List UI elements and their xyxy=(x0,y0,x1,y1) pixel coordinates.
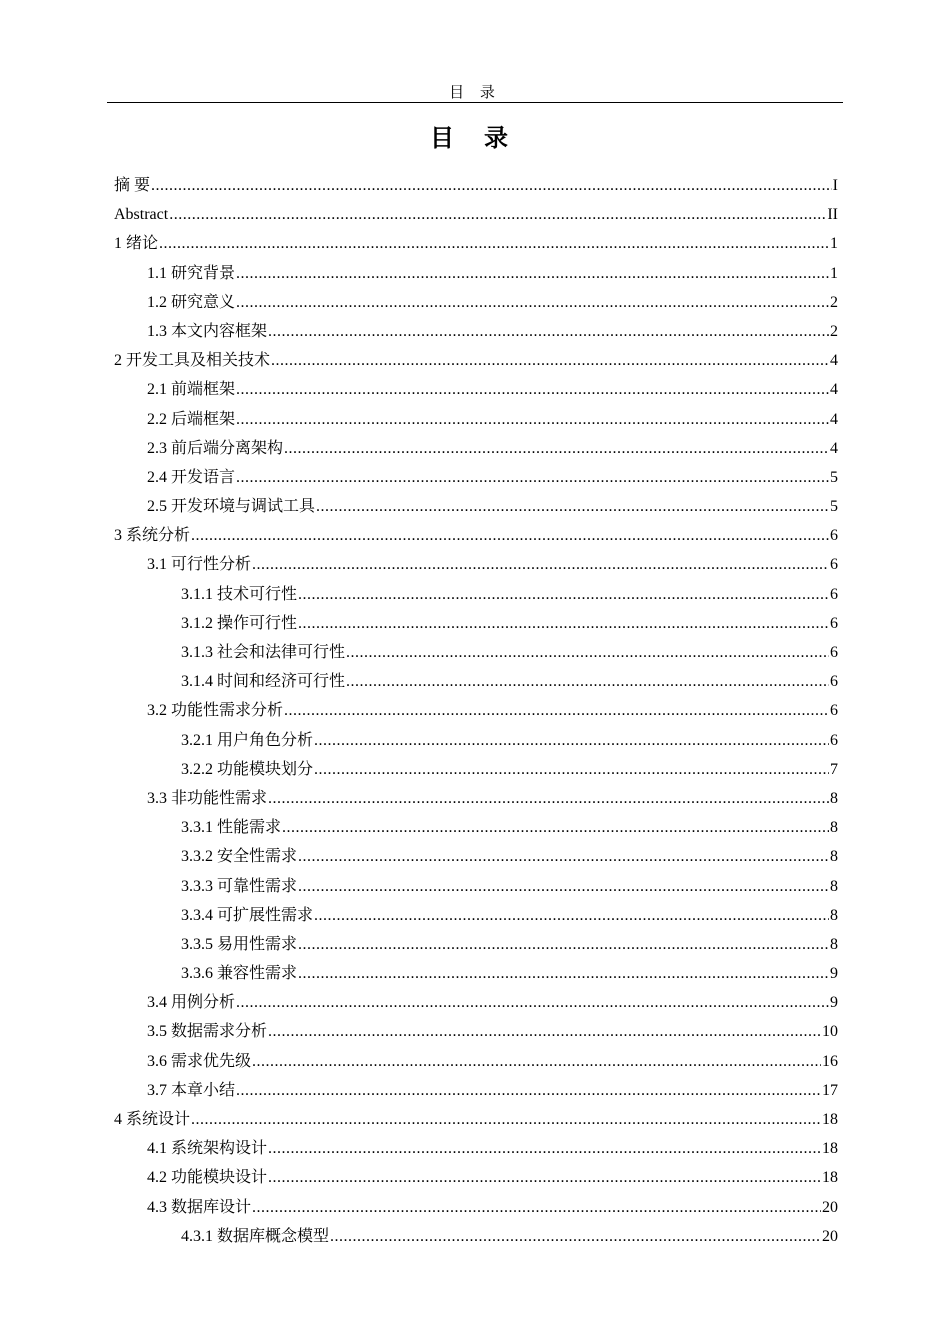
toc-entry[interactable] xyxy=(114,1222,838,1251)
toc-entry-page-number: 4 xyxy=(830,352,838,370)
toc-entry[interactable] xyxy=(114,755,838,784)
toc-entry-page-number: 6 xyxy=(830,527,838,545)
toc-dot-leader xyxy=(236,375,829,404)
toc-entry-page-number: 4 xyxy=(830,410,838,428)
toc-entry-label: 4 系统设计 xyxy=(114,1111,191,1128)
toc-dot-leader xyxy=(236,405,829,434)
toc-dot-leader xyxy=(268,784,829,813)
toc-dot-leader xyxy=(268,1134,821,1163)
toc-entry-label: 2.3 前后端分离架构 xyxy=(147,439,284,457)
toc-entry-page-number: 8 xyxy=(830,935,838,953)
toc-dot-leader xyxy=(298,872,829,901)
toc-entry-page-number: 18 xyxy=(822,1140,838,1158)
toc-entry[interactable] xyxy=(114,901,838,930)
toc-dot-leader xyxy=(298,930,829,959)
toc-dot-leader xyxy=(271,346,829,375)
toc-dot-leader xyxy=(330,1222,821,1251)
toc-dot-leader xyxy=(191,1105,821,1134)
toc-entry-page-number: 9 xyxy=(830,965,838,983)
toc-entry-label: Abstract xyxy=(114,206,169,224)
toc-entry[interactable] xyxy=(114,1076,838,1105)
toc-entry-page-number: 1 xyxy=(830,235,838,253)
toc-dot-leader xyxy=(252,1047,821,1076)
toc-dot-leader xyxy=(284,696,829,725)
toc-entry-page-number: 1 xyxy=(830,264,838,282)
toc-dot-leader xyxy=(191,521,829,550)
toc-entry-label: 2.4 开发语言 xyxy=(147,468,236,486)
toc-entry-page-number: 6 xyxy=(830,644,838,661)
toc-entry-label: 4.2 功能模块设计 xyxy=(147,1169,268,1187)
toc-entry-page-number: 5 xyxy=(830,498,838,516)
toc-entry[interactable] xyxy=(114,288,838,317)
toc-entry-page-number: II xyxy=(827,206,838,224)
toc-dot-leader xyxy=(298,842,829,871)
toc-entry-label: 3.1.2 操作可行性 xyxy=(181,614,298,632)
toc-entry[interactable] xyxy=(114,726,838,755)
toc-dot-leader xyxy=(314,726,829,755)
toc-entry-label: 3.2 功能性需求分析 xyxy=(147,702,284,720)
toc-entry[interactable] xyxy=(114,842,838,871)
toc-entry-page-number: 16 xyxy=(822,1052,838,1070)
toc-entry-page-number: 20 xyxy=(822,1198,838,1216)
toc-entry-page-number: 18 xyxy=(822,1111,838,1128)
toc-entry[interactable] xyxy=(114,405,838,434)
toc-dot-leader xyxy=(151,171,832,200)
toc-dot-leader xyxy=(298,580,829,609)
toc-entry[interactable] xyxy=(114,346,838,375)
toc-dot-leader xyxy=(316,492,829,521)
toc-entry-page-number: 4 xyxy=(830,381,838,399)
toc-entry-label: 3.3.1 性能需求 xyxy=(181,819,282,837)
toc-entry-label: 3.3.5 易用性需求 xyxy=(181,935,298,953)
toc-entry[interactable] xyxy=(114,1163,838,1192)
toc-entry[interactable] xyxy=(114,1134,838,1163)
toc-entry-page-number: 2 xyxy=(830,322,838,340)
toc-entry[interactable] xyxy=(114,638,838,667)
toc-entry-page-number: 6 xyxy=(830,585,838,603)
toc-entry-label: 3.2.2 功能模块划分 xyxy=(181,760,314,778)
toc-entry[interactable] xyxy=(114,784,838,813)
toc-entry[interactable] xyxy=(114,667,838,696)
toc-entry[interactable] xyxy=(114,813,838,842)
toc-dot-leader xyxy=(236,463,829,492)
toc-entry[interactable] xyxy=(114,317,838,346)
toc-entry[interactable] xyxy=(114,171,838,200)
toc-entry-page-number: 8 xyxy=(830,789,838,807)
toc-entry-page-number: I xyxy=(832,177,838,194)
toc-entry[interactable] xyxy=(114,463,838,492)
running-header: 目 录 xyxy=(449,85,501,101)
toc-entry[interactable] xyxy=(114,200,838,229)
toc-entry[interactable] xyxy=(114,521,838,550)
toc-dot-leader xyxy=(346,638,829,667)
toc-dot-leader xyxy=(314,901,829,930)
toc-entry[interactable] xyxy=(114,580,838,609)
toc-entry-label: 1.2 研究意义 xyxy=(147,293,236,311)
header-rule xyxy=(107,102,843,103)
toc-entry-page-number: 6 xyxy=(830,702,838,720)
toc-entry-label: 3.1.3 社会和法律可行性 xyxy=(181,644,346,661)
toc-entry[interactable] xyxy=(114,259,838,288)
toc-dot-leader xyxy=(268,1163,821,1192)
toc-entry[interactable] xyxy=(114,434,838,463)
toc-dot-leader xyxy=(169,200,826,229)
toc-dot-leader xyxy=(346,667,829,696)
toc-entry-label: 3.1.4 时间和经济可行性 xyxy=(181,673,346,691)
toc-entry-page-number: 8 xyxy=(830,877,838,895)
toc-dot-leader xyxy=(314,755,829,784)
toc-entry-page-number: 17 xyxy=(822,1081,838,1099)
toc-entry-page-number: 4 xyxy=(830,439,838,457)
toc-dot-leader xyxy=(298,609,829,638)
toc-dot-leader xyxy=(159,229,829,258)
toc-entry[interactable] xyxy=(114,609,838,638)
toc-title: 目 录 xyxy=(430,126,520,152)
toc-entry-label: 3 系统分析 xyxy=(114,527,191,545)
toc-entry[interactable] xyxy=(114,550,838,579)
toc-entry[interactable] xyxy=(114,229,838,258)
toc-dot-leader xyxy=(268,1017,821,1046)
toc-entry-label: 摘 要 xyxy=(114,177,151,194)
toc-entry-label: 3.1.1 技术可行性 xyxy=(181,585,298,603)
toc-entry-page-number: 5 xyxy=(830,468,838,486)
toc-entry[interactable] xyxy=(114,375,838,404)
toc-entry-label: 3.2.1 用户角色分析 xyxy=(181,731,314,749)
toc-entry-label: 3.5 数据需求分析 xyxy=(147,1023,268,1041)
toc-entry-label: 1 绪论 xyxy=(114,235,159,253)
toc-entry[interactable] xyxy=(114,492,838,521)
toc-dot-leader xyxy=(298,959,829,988)
toc-entry-label: 1.3 本文内容框架 xyxy=(147,322,268,340)
toc-entry-label: 4.3 数据库设计 xyxy=(147,1198,252,1216)
toc-entry-label: 3.3 非功能性需求 xyxy=(147,789,268,807)
toc-entry-label: 2.1 前端框架 xyxy=(147,381,236,399)
toc-entry-label: 1.1 研究背景 xyxy=(147,264,236,282)
toc-entry[interactable] xyxy=(114,1105,838,1134)
toc-entry-label: 3.3.6 兼容性需求 xyxy=(181,965,298,983)
toc-entry-page-number: 6 xyxy=(830,614,838,632)
toc-entry-page-number: 7 xyxy=(830,760,838,778)
toc-entry-page-number: 8 xyxy=(830,819,838,837)
toc-dot-leader xyxy=(282,813,829,842)
toc-dot-leader xyxy=(252,550,829,579)
toc-entry-page-number: 9 xyxy=(830,994,838,1012)
toc-entry[interactable] xyxy=(114,1047,838,1076)
toc-dot-leader xyxy=(236,288,829,317)
toc-entry-page-number: 10 xyxy=(822,1023,838,1041)
toc-entry-label: 2.2 后端框架 xyxy=(147,410,236,428)
toc-entry-label: 4.1 系统架构设计 xyxy=(147,1140,268,1158)
toc-entry[interactable] xyxy=(114,959,838,988)
toc-entry-label: 3.7 本章小结 xyxy=(147,1081,236,1099)
toc-entry-page-number: 6 xyxy=(830,731,838,749)
toc-dot-leader xyxy=(252,1193,821,1222)
toc-dot-leader xyxy=(236,988,829,1017)
toc-entry-page-number: 18 xyxy=(822,1169,838,1187)
toc-entry-label: 3.1 可行性分析 xyxy=(147,556,252,574)
toc-dot-leader xyxy=(268,317,829,346)
toc-entry[interactable] xyxy=(114,988,838,1017)
toc-dot-leader xyxy=(236,1076,821,1105)
toc-list xyxy=(114,171,838,1251)
toc-entry-label: 3.3.3 可靠性需求 xyxy=(181,877,298,895)
toc-entry[interactable] xyxy=(114,930,838,959)
toc-entry-label: 3.3.4 可扩展性需求 xyxy=(181,906,314,924)
toc-entry-label: 3.4 用例分析 xyxy=(147,994,236,1012)
toc-entry-label: 3.6 需求优先级 xyxy=(147,1052,252,1070)
toc-entry[interactable] xyxy=(114,1017,838,1046)
toc-dot-leader xyxy=(284,434,829,463)
toc-dot-leader xyxy=(236,259,829,288)
toc-entry-page-number: 6 xyxy=(830,673,838,691)
toc-entry-page-number: 8 xyxy=(830,848,838,866)
toc-entry-page-number: 20 xyxy=(822,1227,838,1245)
toc-entry[interactable] xyxy=(114,696,838,725)
toc-entry-page-number: 2 xyxy=(830,293,838,311)
toc-entry-page-number: 8 xyxy=(830,906,838,924)
toc-entry-label: 3.3.2 安全性需求 xyxy=(181,848,298,866)
toc-entry-page-number: 6 xyxy=(830,556,838,574)
toc-entry[interactable] xyxy=(114,1193,838,1222)
toc-entry-label: 4.3.1 数据库概念模型 xyxy=(181,1227,330,1245)
toc-entry-label: 2 开发工具及相关技术 xyxy=(114,352,271,370)
toc-entry[interactable] xyxy=(114,872,838,901)
toc-entry-label: 2.5 开发环境与调试工具 xyxy=(147,498,316,516)
